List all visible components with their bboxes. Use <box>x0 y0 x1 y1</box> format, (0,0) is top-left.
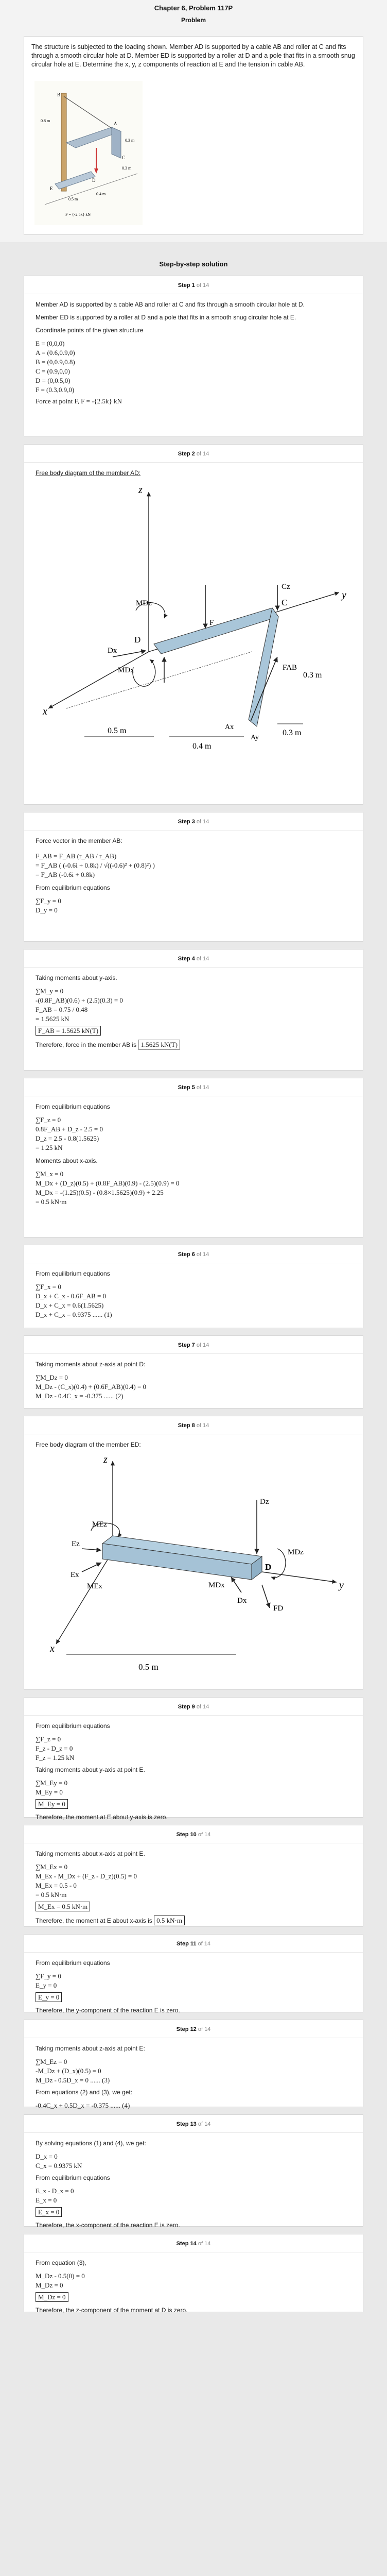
step-text: From equation (3), <box>36 2259 86 2266</box>
fbd-dim: 0.5 m <box>138 1662 159 1672</box>
step-card-14 <box>24 2234 363 2312</box>
fbd-label: FAB <box>283 664 297 672</box>
fbd-label: Ex <box>71 1571 79 1579</box>
equation: = F_AB (-0.6i + 0.8k) <box>36 871 95 878</box>
equation: = F_AB ( (-0.6i + 0.8k) / √((-0.6)² + (0.8)²) ) <box>36 861 155 869</box>
problem-text: The structure is subjected to the loading shown. Member AD is supported by a cable AB and roller at C and fits through a smooth circular hole at D. Member ED is supported by a roller at D and a pole that fits in a smooth snug circular hole at E. Determine the x, y, z components of reaction at E and the tension in cable AB. <box>31 43 355 68</box>
equation: C_x = 0.9375 kN <box>36 2162 82 2170</box>
fbd-label: FD <box>273 1604 284 1613</box>
problem-section <box>0 0 387 242</box>
step-text: Force vector in the member AB: <box>36 837 122 844</box>
fbd-dim: 0.5 m <box>108 726 127 735</box>
fbd-label: x <box>43 706 47 717</box>
fbd-label: y <box>342 589 346 601</box>
coord-point: A = (0.6,0.9,0) <box>36 349 75 357</box>
fbd-label: Cz <box>282 583 290 591</box>
fbd-label: Dx <box>237 1597 247 1605</box>
fig-label-e: E <box>50 186 53 191</box>
equation: -(0.8F_AB)(0.6) + (2.5)(0.3) = 0 <box>36 996 123 1004</box>
coord-point: E = (0,0,0) <box>36 340 65 347</box>
step-header: Step 9 of 14 <box>24 1698 363 1716</box>
equation: M_Dx = -(1.25)(0.5) - (0.8×1.5625)(0.9) + 2.25 <box>36 1189 164 1196</box>
fbd-label: Ay <box>251 734 259 741</box>
equation: -M_Dz + (D_x)(0.5) = 0 <box>36 2067 101 2075</box>
step-header: Step 4 of 14 <box>24 950 363 968</box>
fbd-dim: 0.3 m <box>303 671 322 680</box>
step-text: Member ED is supported by a roller at D and a pole that fits in a smooth snug circular hole at E. <box>36 314 296 321</box>
step-text: Moments about x-axis. <box>36 1157 98 1164</box>
x-axis <box>48 652 149 708</box>
step-text: Coordinate points of the given structure <box>36 327 144 334</box>
step-text: Therefore, the z-component of the moment at D is zero. <box>36 2307 188 2314</box>
fbd-label: MEx <box>87 1582 102 1590</box>
problem-heading: Problem <box>181 16 206 24</box>
answer-box: 1.5625 kN(T) <box>138 1040 180 1049</box>
answer-box: M_Dz = 0 <box>36 2292 68 2302</box>
equation: F_AB = F_AB (r_AB / r_AB) <box>36 852 117 860</box>
step-text: Member AD is supported by a cable AB and roller at C and fits through a smooth circular hole at D. <box>36 301 305 308</box>
equation: 0.8F_AB + D_z - 2.5 = 0 <box>36 1125 103 1133</box>
boxed-result: M_Ex = 0.5 kN·m <box>36 1902 90 1911</box>
step-header: Step 2 of 14 <box>24 445 363 463</box>
equation: = 0.5 kN·m <box>36 1198 67 1206</box>
equation: M_Dz - (C_x)(0.4) + (0.6F_AB)(0.4) = 0 <box>36 1383 147 1391</box>
fbd-label: y <box>339 1580 344 1591</box>
fbd-label: Ax <box>225 723 234 731</box>
coord-point: F = (0.3,0.9,0) <box>36 386 75 394</box>
step-card-10 <box>24 1825 363 1927</box>
fig-dim-1: 0.4 m <box>96 192 106 196</box>
equation: ∑F_z = 0 <box>36 1116 61 1124</box>
step-card-1 <box>24 276 363 436</box>
step-text: By solving equations (1) and (4), we get: <box>36 2140 146 2147</box>
equation: = 0.5 kN·m <box>36 1891 67 1899</box>
step-text: Therefore, the moment at E about y-axis is zero. <box>36 1814 168 1821</box>
fbd-label: MDz <box>288 1548 304 1556</box>
equation: D_x + C_x = 0.6(1.5625) <box>36 1301 104 1309</box>
equation: ∑F_y = 0 <box>36 1972 61 1980</box>
equation: ∑M_y = 0 <box>36 987 64 995</box>
equation: ∑M_Ex = 0 <box>36 1863 68 1871</box>
step-text: From equilibrium equations <box>36 1270 110 1277</box>
step-text: Taking moments about z-axis at point D: <box>36 1361 146 1368</box>
equation: E_x = 0 <box>36 2196 57 2204</box>
equation: D_y = 0 <box>36 906 58 914</box>
equation: ∑M_Ey = 0 <box>36 1779 68 1787</box>
step-text: Taking moments about x-axis at point E. <box>36 1850 145 1857</box>
step-text: Taking moments about y-axis. <box>36 974 117 981</box>
answer-box: M_Ey = 0 <box>36 1799 68 1809</box>
step-text: From equilibrium equations <box>36 1722 110 1730</box>
equation: M_Dz - 0.5D_x = 0 ...... (3) <box>36 2076 110 2084</box>
step-card-5 <box>24 1078 363 1238</box>
answer-box: E_y = 0 <box>36 1992 62 2002</box>
equation: F_z = 1.25 kN <box>36 1754 75 1761</box>
step-card-9 <box>24 1697 363 1821</box>
fbd-label: D <box>265 1562 272 1572</box>
fig-label-b: B <box>57 92 61 97</box>
fbd-label: MDx <box>208 1581 225 1589</box>
fbd-label: z <box>103 1454 108 1465</box>
step-text: Free body diagram of the member ED: <box>36 1441 141 1448</box>
step-header: Step 1 of 14 <box>24 276 363 294</box>
step-header: Step 8 of 14 <box>24 1416 363 1434</box>
fig-dim-4: 0.8 m <box>41 118 50 123</box>
equation: ∑F_z = 0 <box>36 1735 61 1743</box>
fig-dim-3: 0.3 m <box>122 166 132 171</box>
step-text: From equilibrium equations <box>36 884 110 891</box>
equation: F_z - D_z = 0 <box>36 1744 73 1752</box>
fbd-label: MEz <box>92 1520 108 1529</box>
member-ad-leg <box>249 608 278 726</box>
step-text: From equilibrium equations <box>36 1103 110 1110</box>
step-card-6 <box>24 1245 363 1328</box>
fbd-title: Free body diagram of the member AD: <box>36 469 141 477</box>
step-header: Step 5 of 14 <box>24 1078 363 1096</box>
fbd-label: C <box>282 598 288 607</box>
equation: -0.4C_x + 0.5D_x = -0.375 ...... (4) <box>36 2102 130 2109</box>
step-text: Therefore, force in the member AB is <box>36 1041 137 1048</box>
equation: F_AB = 0.75 / 0.48 <box>36 1006 88 1013</box>
step-card-11 <box>24 1934 363 2012</box>
step-header: Step 14 of 14 <box>24 2234 363 2252</box>
fig-dim-2: 0.3 m <box>125 138 135 143</box>
boxed-result: F_AB = 1.5625 kN(T) <box>36 1026 101 1036</box>
fig-dim-0: 0.5 m <box>68 197 78 201</box>
equation: ∑M_Ez = 0 <box>36 2058 67 2065</box>
step-text: Therefore, the x-component of the reaction E is zero. <box>36 2222 180 2229</box>
step-card-2 <box>24 444 363 805</box>
fbd-label: Dz <box>260 1498 269 1506</box>
problem-card <box>24 36 363 235</box>
chapter-title: Chapter 6, Problem 117P <box>154 4 233 12</box>
equation: M_Dz = 0 <box>36 2281 63 2289</box>
fbd-member-ad <box>36 482 349 801</box>
answer-box: 0.5 kN·m <box>154 1916 185 1925</box>
step-header: Step 11 of 14 <box>24 1935 363 1953</box>
step-text: Therefore, the moment at E about x-axis is <box>36 1917 152 1924</box>
member-ad-arm <box>154 608 278 654</box>
step-text: Taking moments about z-axis at point E: <box>36 2045 145 2052</box>
x-axis <box>56 1551 113 1644</box>
solution-heading: Step-by-step solution <box>159 260 228 268</box>
step-header: Step 12 of 14 <box>24 2020 363 2038</box>
fig-label-c: C <box>122 155 126 160</box>
fbd-label: D <box>134 635 141 645</box>
equation: = 1.5625 kN <box>36 1015 69 1023</box>
step-text: From equilibrium equations <box>36 1959 110 1967</box>
fbd-label: MDx <box>118 666 134 674</box>
step-text: Taking moments about y-axis at point E. <box>36 1766 145 1773</box>
equation: E_x - D_x = 0 <box>36 2187 74 2195</box>
equation: ∑M_Dz = 0 <box>36 1374 68 1381</box>
step-card-4 <box>24 949 363 1071</box>
step-card-7 <box>24 1335 363 1409</box>
equation: M_Ex = 0.5 - 0 <box>36 1882 77 1889</box>
fig-label-d: D <box>92 178 96 183</box>
step-card-8 <box>24 1416 363 1690</box>
coord-point: B = (0,0.9,0.8) <box>36 358 75 366</box>
equation: M_Ey = 0 <box>36 1788 63 1796</box>
step-card-12 <box>24 2020 363 2107</box>
equation: M_Ex - M_Dx + (F_z - D_z)(0.5) = 0 <box>36 1872 137 1880</box>
equation: D_z = 2.5 - 0.8(1.5625) <box>36 1134 99 1142</box>
fbd-dim: 0.4 m <box>192 742 212 751</box>
step-header: Step 13 of 14 <box>24 2115 363 2133</box>
equation: ∑F_y = 0 <box>36 897 61 905</box>
fig-force-label: F = {-2.5k} kN <box>65 212 91 217</box>
pole-shape <box>61 93 66 191</box>
equation: M_Dz - 0.4C_x = -0.375 ...... (2) <box>36 1392 124 1400</box>
problem-figure <box>34 81 143 225</box>
force-vector: Force at point F, F = -{2.5k} kN <box>36 397 122 405</box>
fbd-dim: 0.3 m <box>283 728 302 737</box>
step-header: Step 6 of 14 <box>24 1245 363 1263</box>
step-card-3 <box>24 812 363 942</box>
fbd-label: Dx <box>108 647 117 655</box>
equation: ∑F_x = 0 <box>36 1283 61 1291</box>
coord-point: D = (0,0.5,0) <box>36 377 71 384</box>
equation: D_x = 0 <box>36 2153 58 2160</box>
step-text: From equilibrium equations <box>36 2174 110 2181</box>
fbd-label: x <box>50 1643 55 1654</box>
fbd-label: Ez <box>72 1540 80 1548</box>
step-header: Step 3 of 14 <box>24 812 363 831</box>
coord-point: C = (0.9,0,0) <box>36 367 70 375</box>
step-text: Therefore, the y-component of the reaction E is zero. <box>36 2007 180 2014</box>
step-header: Step 7 of 14 <box>24 1336 363 1354</box>
answer-box: E_x = 0 <box>36 2207 62 2217</box>
equation: D_x + C_x - 0.6F_AB = 0 <box>36 1292 107 1300</box>
fbd-label: F <box>209 619 214 627</box>
equation: D_x + C_x = 0.9375 ...... (1) <box>36 1311 112 1318</box>
equation: ∑M_x = 0 <box>36 1170 64 1178</box>
equation: = 1.25 kN <box>36 1144 63 1151</box>
fig-label-a: A <box>114 121 117 126</box>
equation: M_Dz - 0.5(0) = 0 <box>36 2272 85 2280</box>
step-card-13 <box>24 2114 363 2227</box>
equation: M_Dx + (D_z)(0.5) + (0.8F_AB)(0.9) - (2.5)(0.9) = 0 <box>36 1179 180 1187</box>
fbd-label: z <box>138 484 143 496</box>
step-header: Step 10 of 14 <box>24 1825 363 1843</box>
step-text: From equations (2) and (3), we get: <box>36 2089 133 2096</box>
fbd-member-ed <box>36 1453 349 1690</box>
equation: E_y = 0 <box>36 1981 57 1989</box>
fbd-label: MDz <box>136 599 152 607</box>
